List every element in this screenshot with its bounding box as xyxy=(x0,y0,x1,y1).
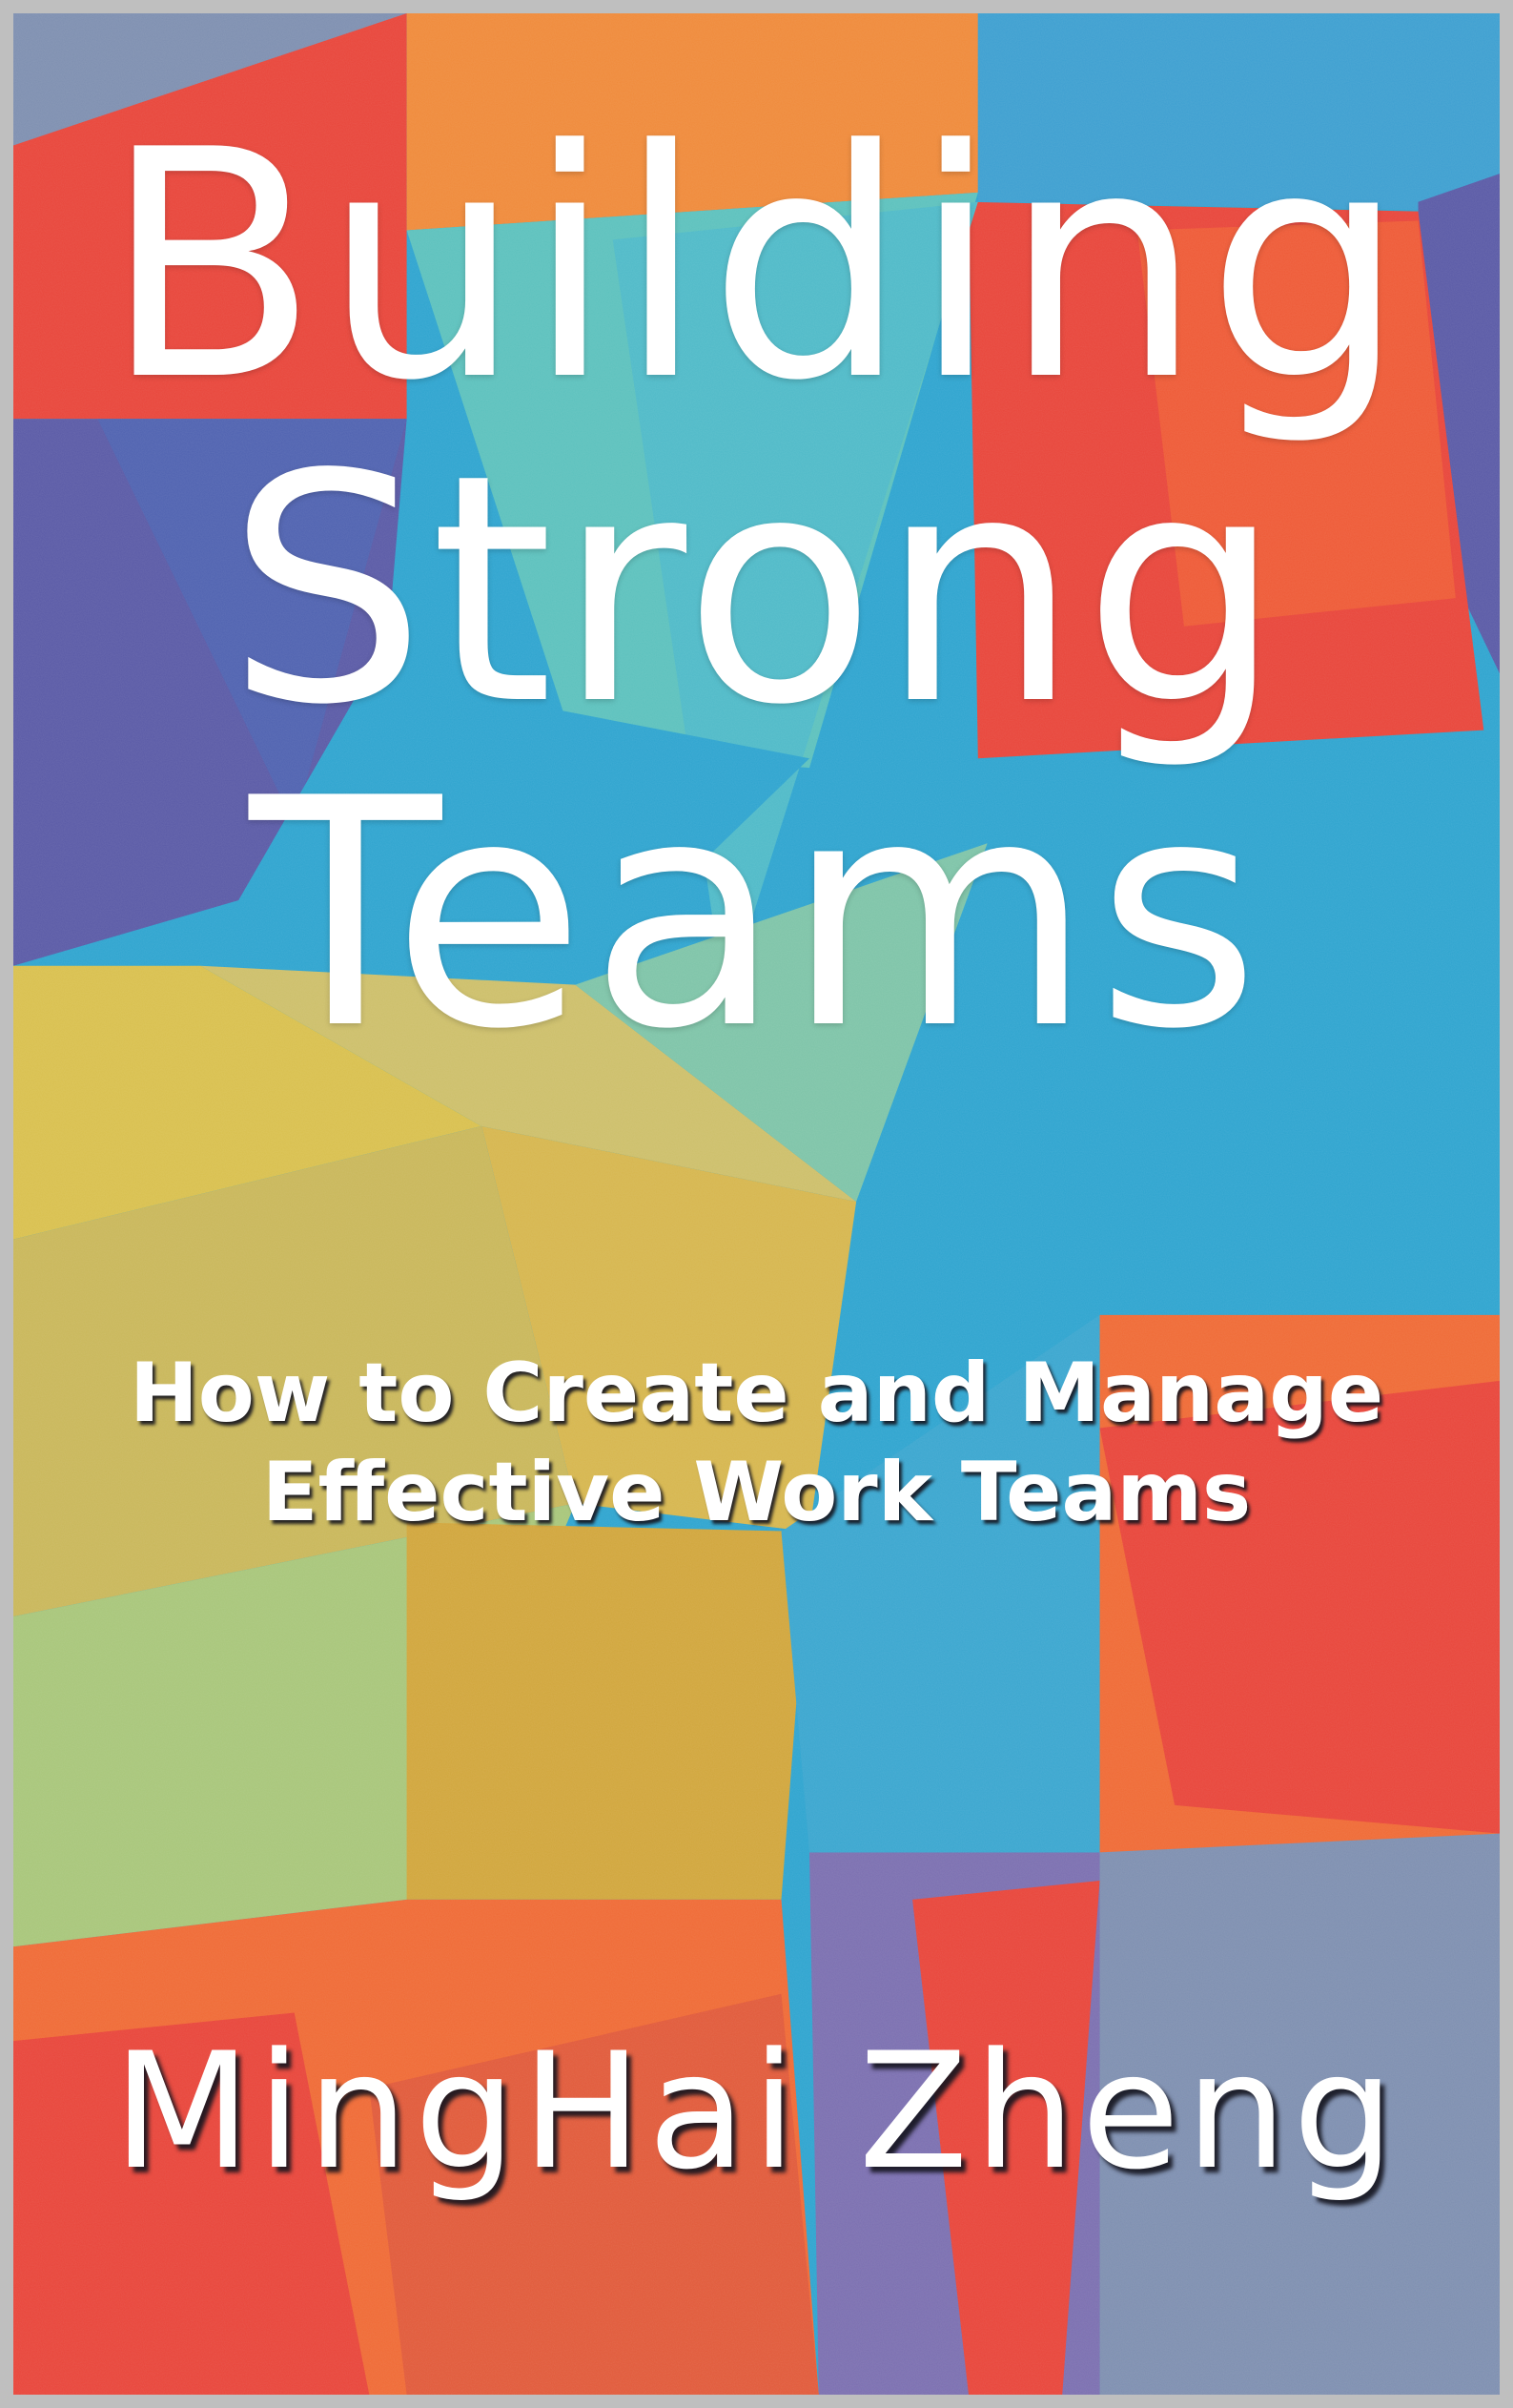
subtitle-line: Effective Work Teams xyxy=(261,1445,1252,1540)
subtitle-line: How to Create and Manage xyxy=(129,1346,1384,1441)
title-line: Strong xyxy=(226,407,1287,773)
book-title xyxy=(13,83,1500,1098)
book-subtitle xyxy=(13,1344,1500,1542)
author-name: MingHai Zheng xyxy=(112,2018,1401,2205)
title-line: Building xyxy=(103,83,1410,449)
title-line: Teams xyxy=(249,731,1264,1098)
